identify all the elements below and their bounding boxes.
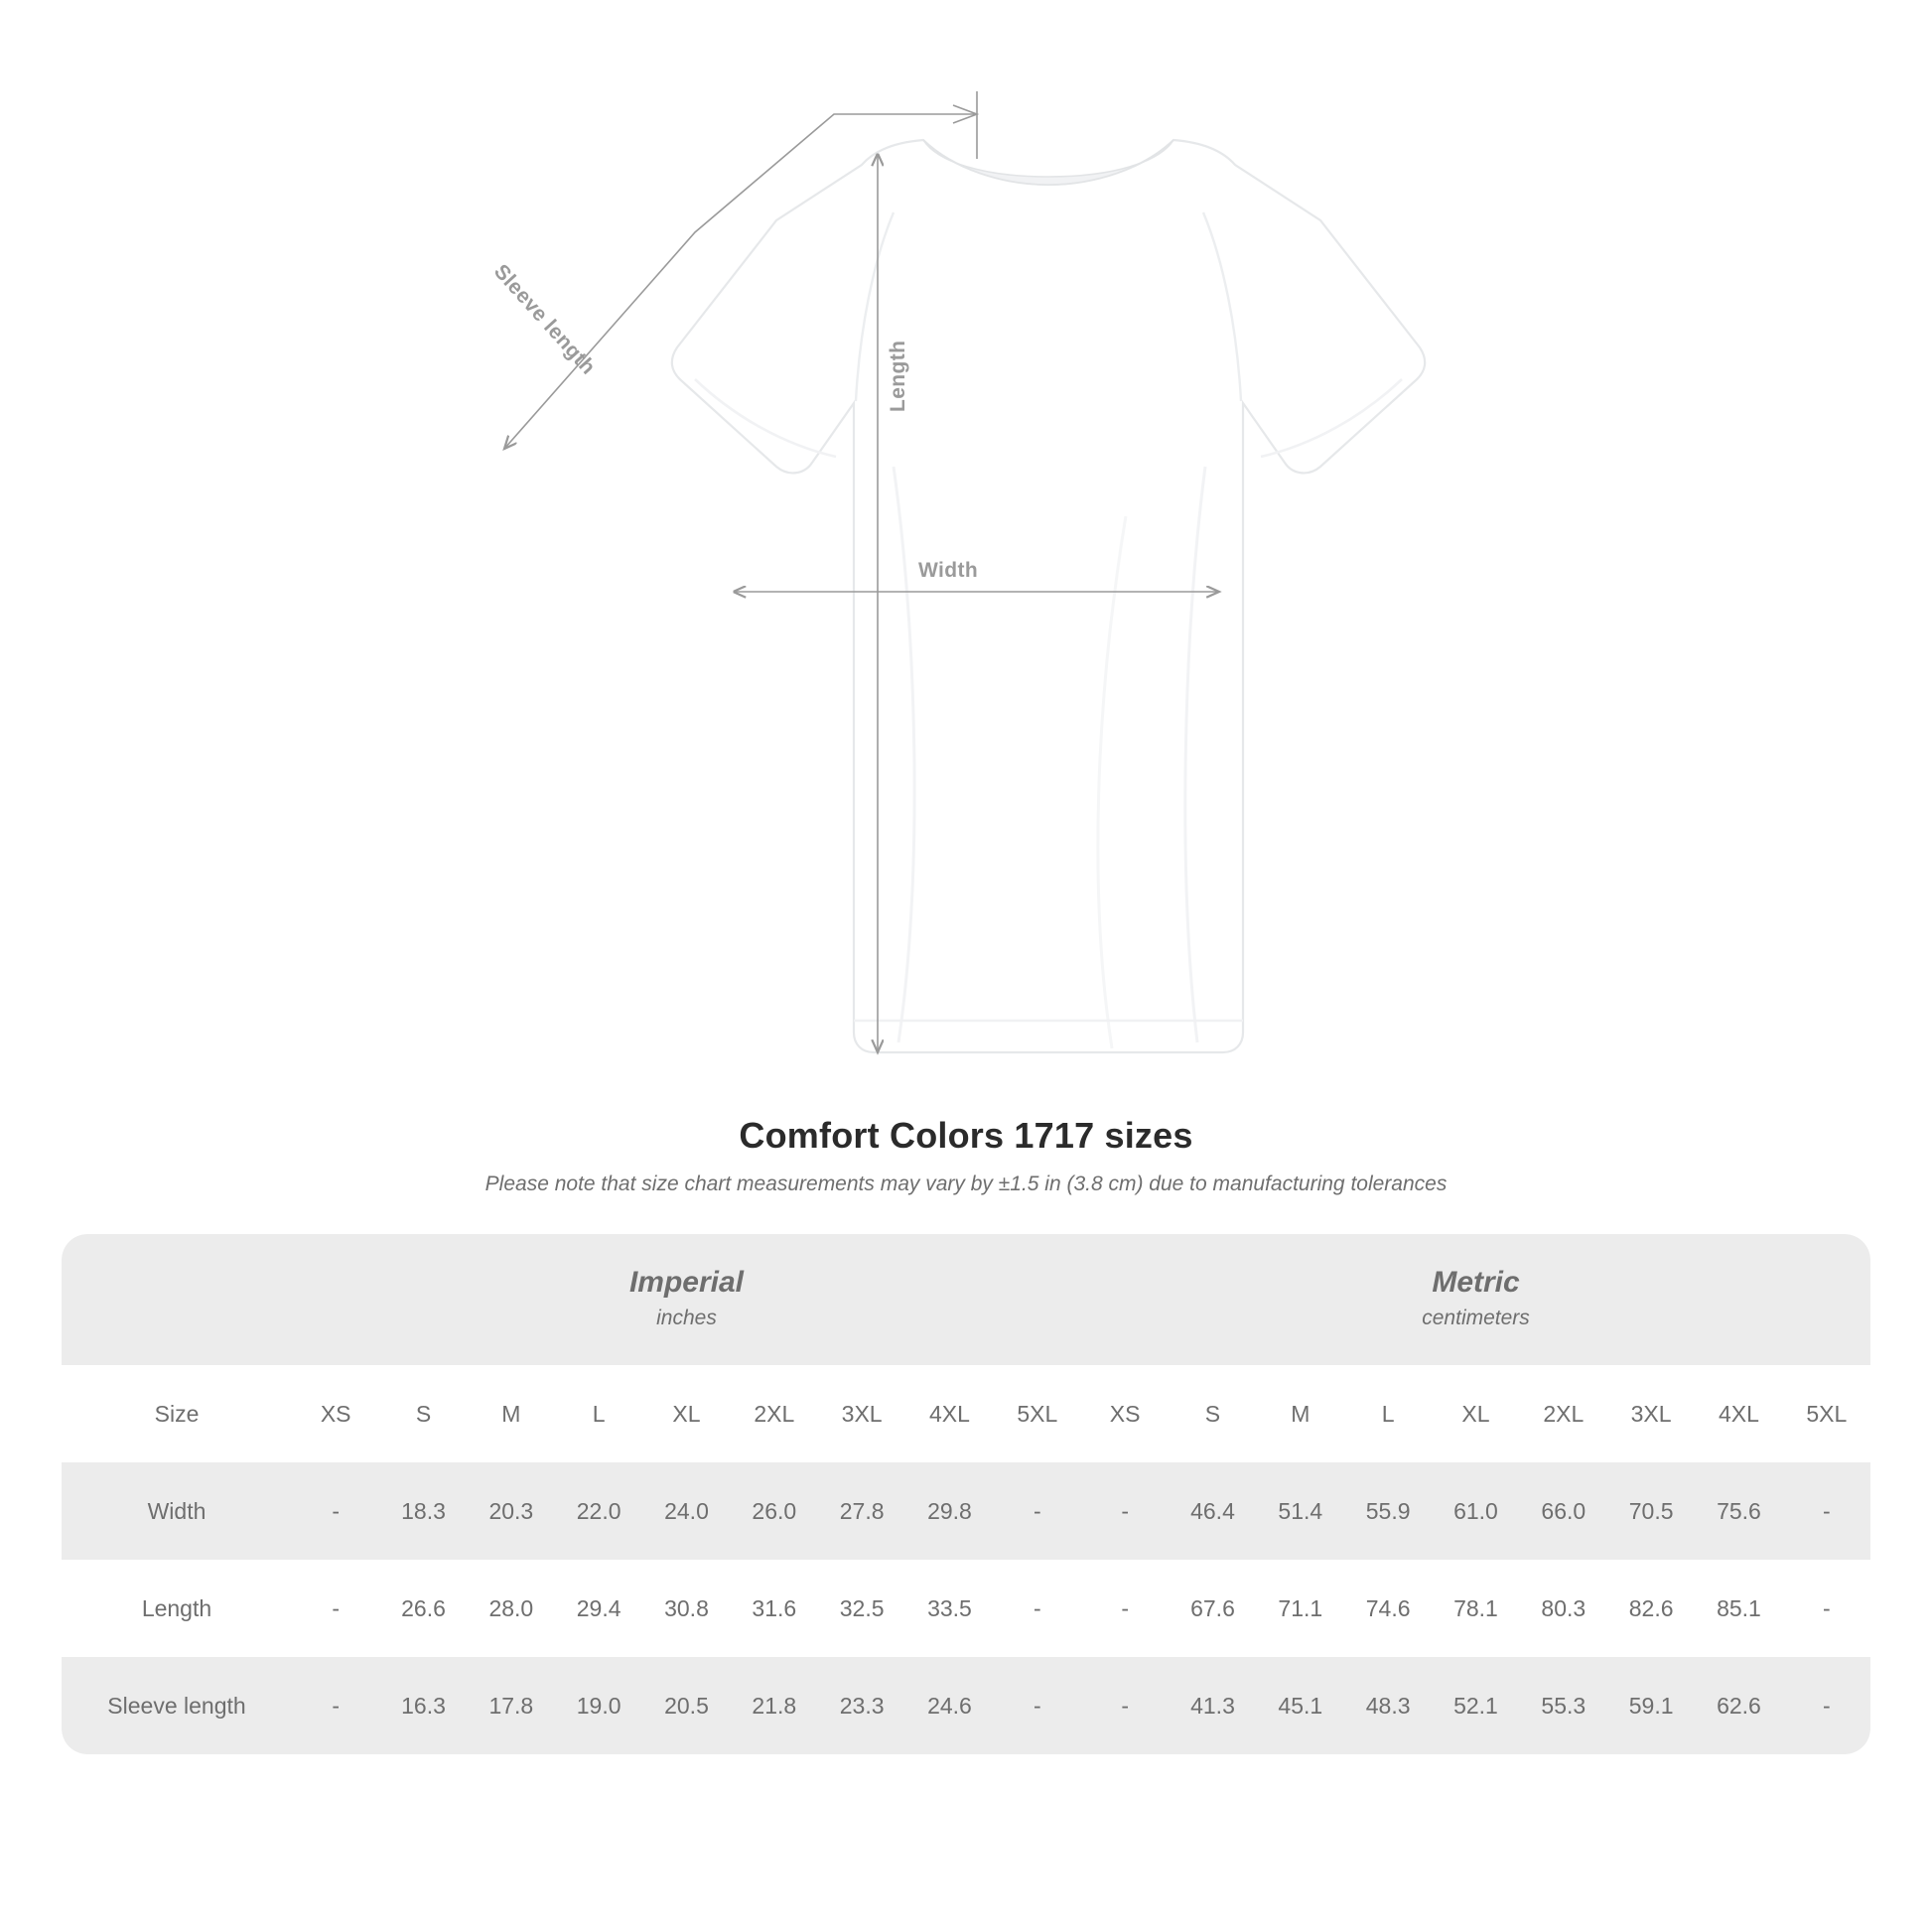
unit-title-imperial: Imperial — [628, 1266, 745, 1300]
cell: 29.8 — [905, 1462, 993, 1560]
cell: 55.3 — [1520, 1657, 1607, 1754]
cell: - — [1783, 1657, 1870, 1754]
cell: 30.8 — [642, 1560, 730, 1657]
cell: 51.4 — [1257, 1462, 1344, 1560]
size-header-cell: S — [1169, 1365, 1256, 1462]
length-label: Length — [887, 340, 909, 412]
cell: 16.3 — [379, 1657, 467, 1754]
title-block — [0, 1115, 1932, 1196]
cell: 17.8 — [468, 1657, 555, 1754]
cell: 46.4 — [1169, 1462, 1256, 1560]
cell: 62.6 — [1695, 1657, 1782, 1754]
cell: 33.5 — [905, 1560, 993, 1657]
unit-title-metric: Metric — [1432, 1266, 1520, 1300]
table-row — [62, 1657, 1870, 1754]
cell: 67.6 — [1169, 1560, 1256, 1657]
cell: 19.0 — [555, 1657, 642, 1754]
cell: 70.5 — [1607, 1462, 1695, 1560]
cell: 75.6 — [1695, 1462, 1782, 1560]
unit-sub-metric: centimeters — [1422, 1306, 1530, 1329]
cell: 55.9 — [1344, 1462, 1432, 1560]
cell: 80.3 — [1520, 1560, 1607, 1657]
size-header-cell: 2XL — [1520, 1365, 1607, 1462]
size-header-cell: M — [1257, 1365, 1344, 1462]
size-header-cell: 4XL — [905, 1365, 993, 1462]
size-table-wrapper — [62, 1234, 1870, 1754]
cell: - — [994, 1462, 1081, 1560]
cell: 20.3 — [468, 1462, 555, 1560]
cell: - — [292, 1560, 379, 1657]
cell: 26.6 — [379, 1560, 467, 1657]
row-label-sleeve-length: Sleeve length — [62, 1657, 292, 1754]
size-header-cell: 3XL — [1607, 1365, 1695, 1462]
size-header-cell: XS — [292, 1365, 379, 1462]
cell: 29.4 — [555, 1560, 642, 1657]
cell: - — [1081, 1657, 1169, 1754]
width-label: Width — [918, 559, 979, 582]
cell: 85.1 — [1695, 1560, 1782, 1657]
size-header-cell: S — [379, 1365, 467, 1462]
size-header-row — [62, 1365, 1870, 1462]
size-header-cell: M — [468, 1365, 555, 1462]
table-row — [62, 1560, 1870, 1657]
cell: 18.3 — [379, 1462, 467, 1560]
size-table — [62, 1234, 1870, 1754]
row-label-length: Length — [62, 1560, 292, 1657]
unit-header-spacer — [62, 1234, 292, 1365]
size-header-cell: 2XL — [731, 1365, 818, 1462]
size-header-cell: XS — [1081, 1365, 1169, 1462]
cell: - — [292, 1462, 379, 1560]
cell: 71.1 — [1257, 1560, 1344, 1657]
cell: 28.0 — [468, 1560, 555, 1657]
row-label-width: Width — [62, 1462, 292, 1560]
size-header-cell: 3XL — [818, 1365, 905, 1462]
cell: 31.6 — [731, 1560, 818, 1657]
page-title: Comfort Colors 1717 sizes — [739, 1115, 1193, 1156]
cell: 78.1 — [1432, 1560, 1519, 1657]
cell: 61.0 — [1432, 1462, 1519, 1560]
cell: - — [1783, 1560, 1870, 1657]
size-header-label: Size — [62, 1365, 292, 1462]
cell: 22.0 — [555, 1462, 642, 1560]
cell: - — [1081, 1462, 1169, 1560]
cell: 66.0 — [1520, 1462, 1607, 1560]
size-header-cell: 4XL — [1695, 1365, 1782, 1462]
cell: 27.8 — [818, 1462, 905, 1560]
cell: - — [994, 1560, 1081, 1657]
cell: 45.1 — [1257, 1657, 1344, 1754]
size-header-cell: XL — [642, 1365, 730, 1462]
unit-header-row — [62, 1234, 1870, 1365]
sleeve-length-label: Sleeve length — [488, 260, 601, 379]
cell: - — [1783, 1462, 1870, 1560]
cell: 74.6 — [1344, 1560, 1432, 1657]
cell: 24.6 — [905, 1657, 993, 1754]
cell: 52.1 — [1432, 1657, 1519, 1754]
table-row — [62, 1462, 1870, 1560]
tshirt-shape — [672, 140, 1425, 1052]
unit-sub-imperial: inches — [656, 1306, 717, 1329]
cell: 24.0 — [642, 1462, 730, 1560]
cell: - — [292, 1657, 379, 1754]
cell: - — [1081, 1560, 1169, 1657]
size-header-cell: 5XL — [994, 1365, 1081, 1462]
cell: 20.5 — [642, 1657, 730, 1754]
tolerance-note: Please note that size chart measurements may vary by ±1.5 in (3.8 cm) due to manufacturing tolerances — [484, 1173, 1448, 1195]
size-header-cell: XL — [1432, 1365, 1519, 1462]
unit-header-metric — [1081, 1234, 1870, 1365]
cell: - — [994, 1657, 1081, 1754]
unit-header-imperial — [292, 1234, 1081, 1365]
cell: 48.3 — [1344, 1657, 1432, 1754]
cell: 41.3 — [1169, 1657, 1256, 1754]
size-header-cell: 5XL — [1783, 1365, 1870, 1462]
cell: 32.5 — [818, 1560, 905, 1657]
cell: 23.3 — [818, 1657, 905, 1754]
size-header-cell: L — [1344, 1365, 1432, 1462]
size-header-cell: L — [555, 1365, 642, 1462]
cell: 21.8 — [731, 1657, 818, 1754]
cell: 26.0 — [731, 1462, 818, 1560]
cell: 82.6 — [1607, 1560, 1695, 1657]
cell: 59.1 — [1607, 1657, 1695, 1754]
